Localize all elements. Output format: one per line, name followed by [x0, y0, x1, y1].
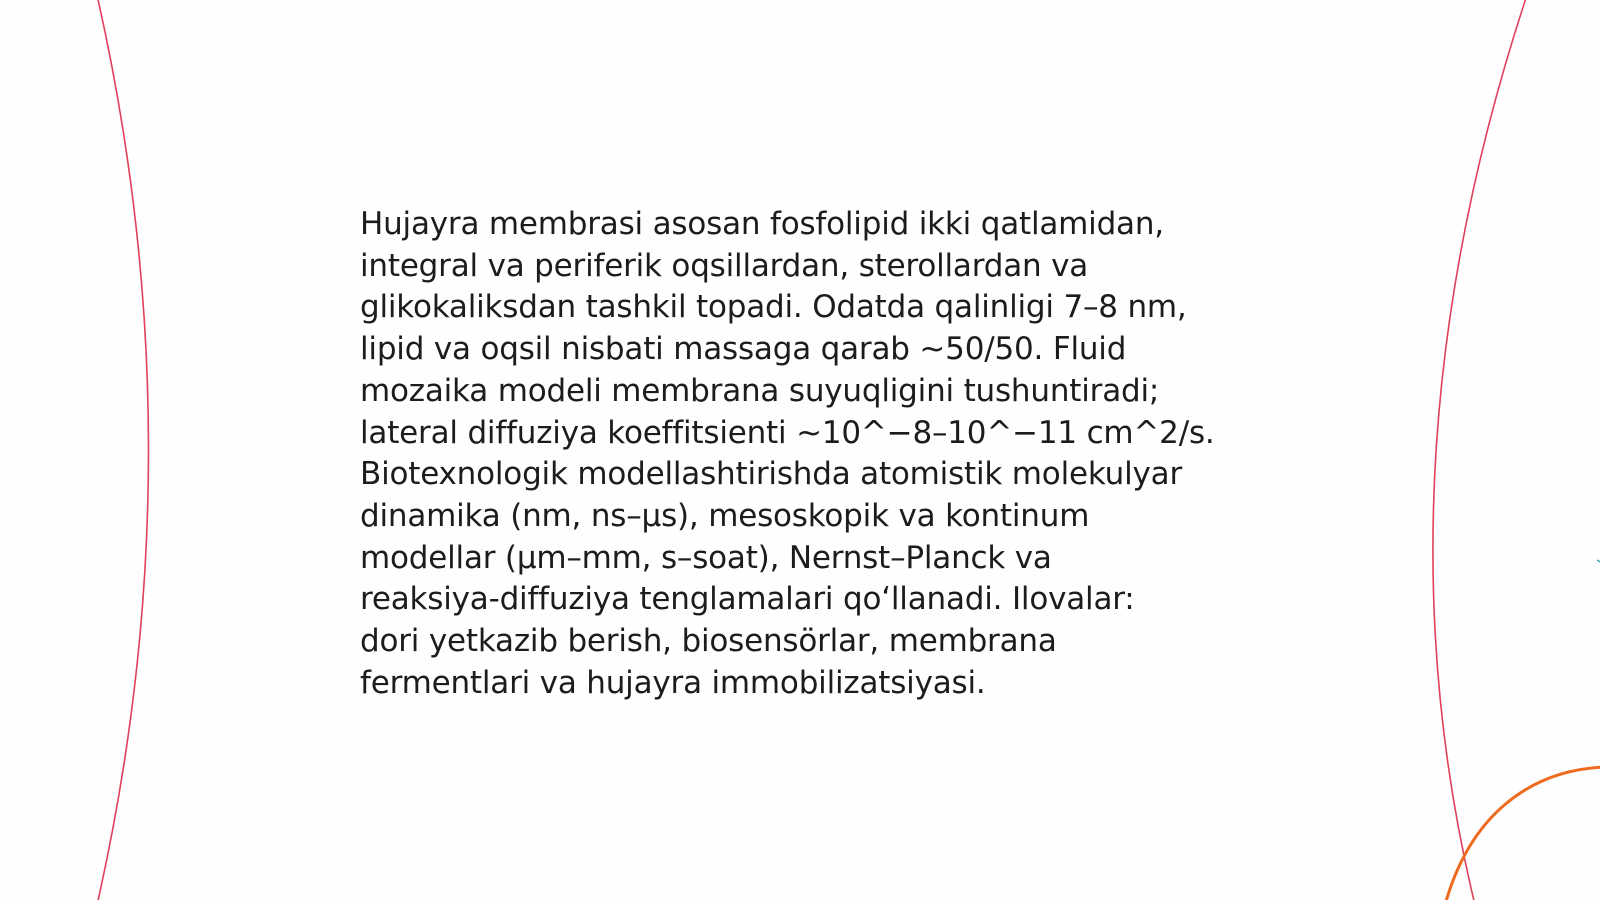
corner-decor-arc	[1445, 767, 1600, 900]
right-decor-curve	[1433, 0, 1527, 900]
left-decor-curve	[97, 0, 149, 900]
slide-body-text: Hujayra membrasi asosan fosfolipid ikki qatlamidan, integral va periferik oqsillardan, sterollardan va glikokaliksdan tashkil topadi. Odatda qalinligi 7–8 nm, lipid va oqsil nisbati massaga qarab ~50/50. Fluid mozaika modeli membrana suyuqligini tushuntiradi; lateral diffuziya koeffitsienti ~10^−8–10^−11 cm^2/s. Biotexnologik modellashtirishda atomistik molekulyar dinamika (nm, ns–µs), mesoskopik va kontinum modellar (µm–mm, s–soat), Nernst–Planck va reaksiya-diffuziya tenglamalari qo‘llanadi. Ilovalar: dori yetkazib berish, biosensörlar, membrana fermentlari va hujayra immobilizatsiyasi.	[360, 206, 1215, 701]
